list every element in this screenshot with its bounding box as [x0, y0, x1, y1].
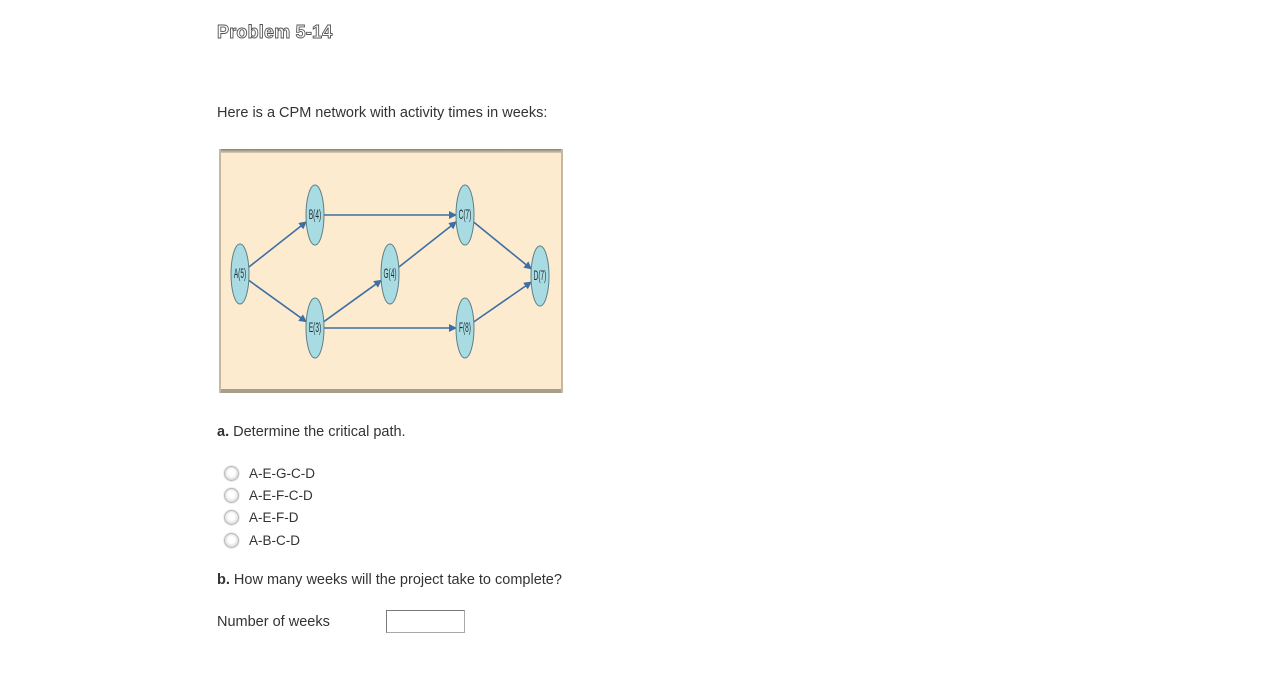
problem-title: Problem 5-14 [217, 22, 333, 42]
question-b-text: How many weeks will the project take to complete? [233, 572, 562, 588]
question-a [217, 424, 406, 440]
critical-path-options [224, 462, 315, 551]
question-a-label: a. [217, 424, 230, 440]
node-e [306, 298, 324, 358]
diagram-frame-top [219, 149, 563, 153]
option-label: A-E-F-C-D [249, 487, 313, 503]
node-label: E(3) [308, 320, 322, 336]
option-label: A-E-G-C-D [249, 465, 315, 481]
radio-a-b-c-d[interactable] [224, 533, 239, 548]
question-a-text: Determine the critical path. [233, 424, 406, 440]
option-label: A-E-F-D [249, 510, 299, 526]
node-c [456, 185, 474, 245]
diagram-frame-right [561, 149, 563, 393]
intro-text: Here is a CPM network with activity times in weeks: [217, 105, 548, 121]
node-a [231, 244, 249, 304]
cpm-network-diagram [219, 149, 563, 393]
node-g [381, 244, 399, 304]
number-of-weeks-input[interactable] [386, 610, 465, 633]
radio-a-e-g-c-d[interactable] [224, 466, 239, 481]
node-label: G(4) [383, 266, 397, 282]
option-a-e-f-c-d[interactable] [224, 484, 315, 506]
option-label: A-B-C-D [249, 532, 300, 548]
node-label: F(8) [459, 320, 471, 336]
option-a-b-c-d[interactable] [224, 529, 315, 551]
option-a-e-f-d[interactable] [224, 507, 315, 529]
diagram-frame-left [219, 149, 221, 393]
node-label: A(5) [233, 266, 247, 282]
node-label: D(7) [533, 268, 547, 284]
node-d [531, 246, 549, 306]
radio-a-e-f-c-d[interactable] [224, 488, 239, 503]
node-label: B(4) [308, 207, 322, 223]
node-label: C(7) [458, 207, 472, 223]
radio-a-e-f-d[interactable] [224, 510, 239, 525]
diagram-frame-bottom [219, 389, 563, 393]
question-b [217, 572, 562, 588]
node-b [306, 185, 324, 245]
option-a-e-g-c-d[interactable] [224, 462, 315, 484]
question-b-label: b. [217, 572, 230, 588]
node-f [456, 298, 474, 358]
number-of-weeks-label: Number of weeks [217, 614, 330, 630]
